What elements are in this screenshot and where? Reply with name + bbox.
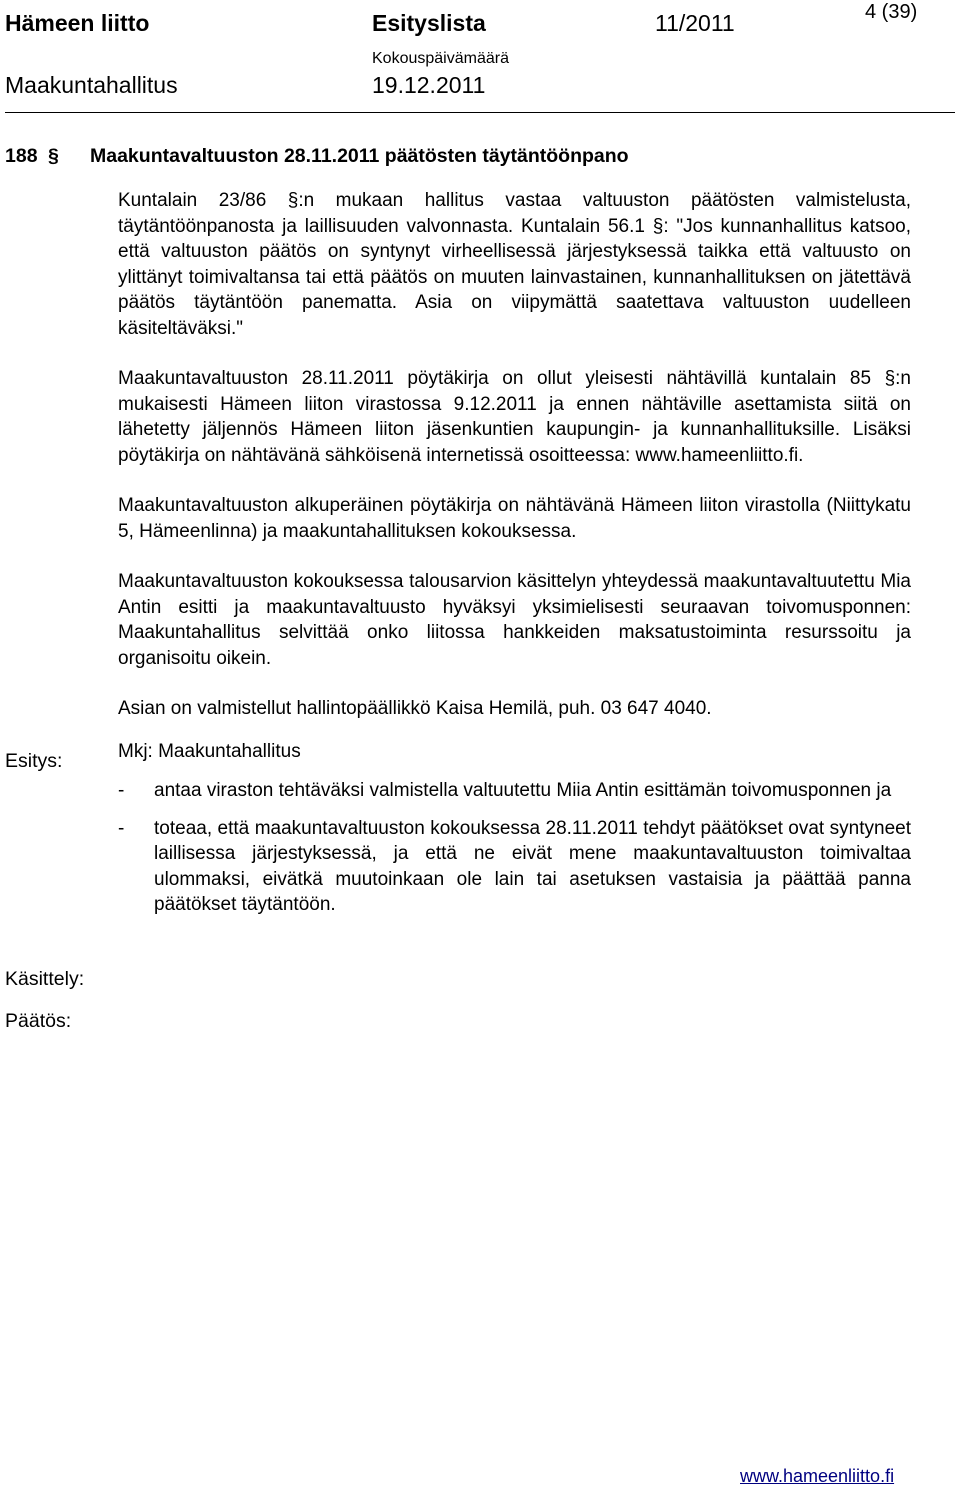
footer-website-link[interactable]: www.hameenliitto.fi [740,1466,895,1486]
proposal-label: Esitys: [5,750,63,772]
paragraph-preparer: Asian on valmistellut hallintopäällikkö Kaisa Hemilä, puh. 03 647 4040. [118,698,712,719]
page-number: 4 (39) [865,1,918,23]
org-name: Hämeen liitto [5,10,150,36]
proposal-bullet [118,778,911,804]
header-rule [5,112,955,113]
date-label: Kokouspäivämäärä [372,50,509,67]
section-symbol: § [48,145,59,167]
paragraph-motion: Maakuntavaltuuston kokouksessa talousarvion käsittelyn yhteydessä maakuntavaltuutettu Mia Antin esitti ja maakuntavaltuusto hyväksyi yksimielisesti seuraavan toivomusponnen: Maakuntahallitus selvittää onko liitossa hankkeiden maksatustoiminta resurssoitu ja organisoitu oikein. [118,571,911,669]
paragraph-legal-basis: Kuntalain 23/86 §:n mukaan hallitus vastaa valtuuston päätösten valmistelusta, täytäntöönpanosta ja laillisuuden valvonnasta. Kuntalain 56.1 §: "Jos kunnanhallitus katsoo, että valtuuston päätös on syntynyt virheellisessä järjestyksessä taikka että valtuusto on ylittänyt toimivaltansa tai että päätös on muuten lainvastainen, kunnanhallituksen on jätettävä päätös täytäntöön panematta. Asia on viipymättä saatettava valtuuston uudelleen käsiteltäväksi." [118,190,911,339]
bullet-dash: - [118,780,125,801]
item-number: 188 [5,145,38,167]
decision-label: Päätös: [5,1010,72,1032]
handling-label: Käsittely: [5,968,85,990]
bullet-dash: - [118,817,125,839]
paragraph-minutes-display: Maakuntavaltuuston 28.11.2011 pöytäkirja on ollut yleisesti nähtävillä kuntalain 85 §:n mukaisesti Hämeen liiton virastossa 9.12.2011 ja ennen nähtäville asettamista siitä on lähetetty jäljennös Hämeen liiton jäsenkuntien kaupungin- ja kunnanhallituksille. Lisäksi pöytäkirja on nähtävänä sähköisenä internetissä osoitteessa: www.hameenliitto.fi. [118,368,911,466]
item-body [118,188,911,918]
item-title: Maakuntavaltuuston 28.11.2011 päätösten täytäntöönpano [90,145,629,167]
meeting-date: 19.12.2011 [372,72,486,98]
paragraph-original-minutes: Maakuntavaltuuston alkuperäinen pöytäkirja on nähtävänä Hämeen liiton virastolla (Niittykatu 5, Hämeenlinna) ja maakuntahallituksen kokouksessa. [118,495,911,542]
doc-number: 11/2011 [655,10,735,36]
body-name: Maakuntahallitus [5,72,178,98]
proposal-intro: Mkj: Maakuntahallitus [118,740,301,762]
proposal-bullet [118,816,911,918]
bullet-text: antaa viraston tehtäväksi valmistella valtuutettu Miia Antin esittämän toivomusponnen ja [154,780,892,801]
bullet-text: toteaa, että maakuntavaltuuston kokouksessa 28.11.2011 tehdyt päätökset ovat syntyneet laillisessa järjestyksessä, ja että ne eivät mene maakuntavaltuuston toimivaltaa ulommaksi, eivätkä muutoinkaan ole lain tai asetuksen vastaisia ja päättää panna päätökset täytäntöön. [154,817,911,915]
doc-type: Esityslista [372,10,486,36]
